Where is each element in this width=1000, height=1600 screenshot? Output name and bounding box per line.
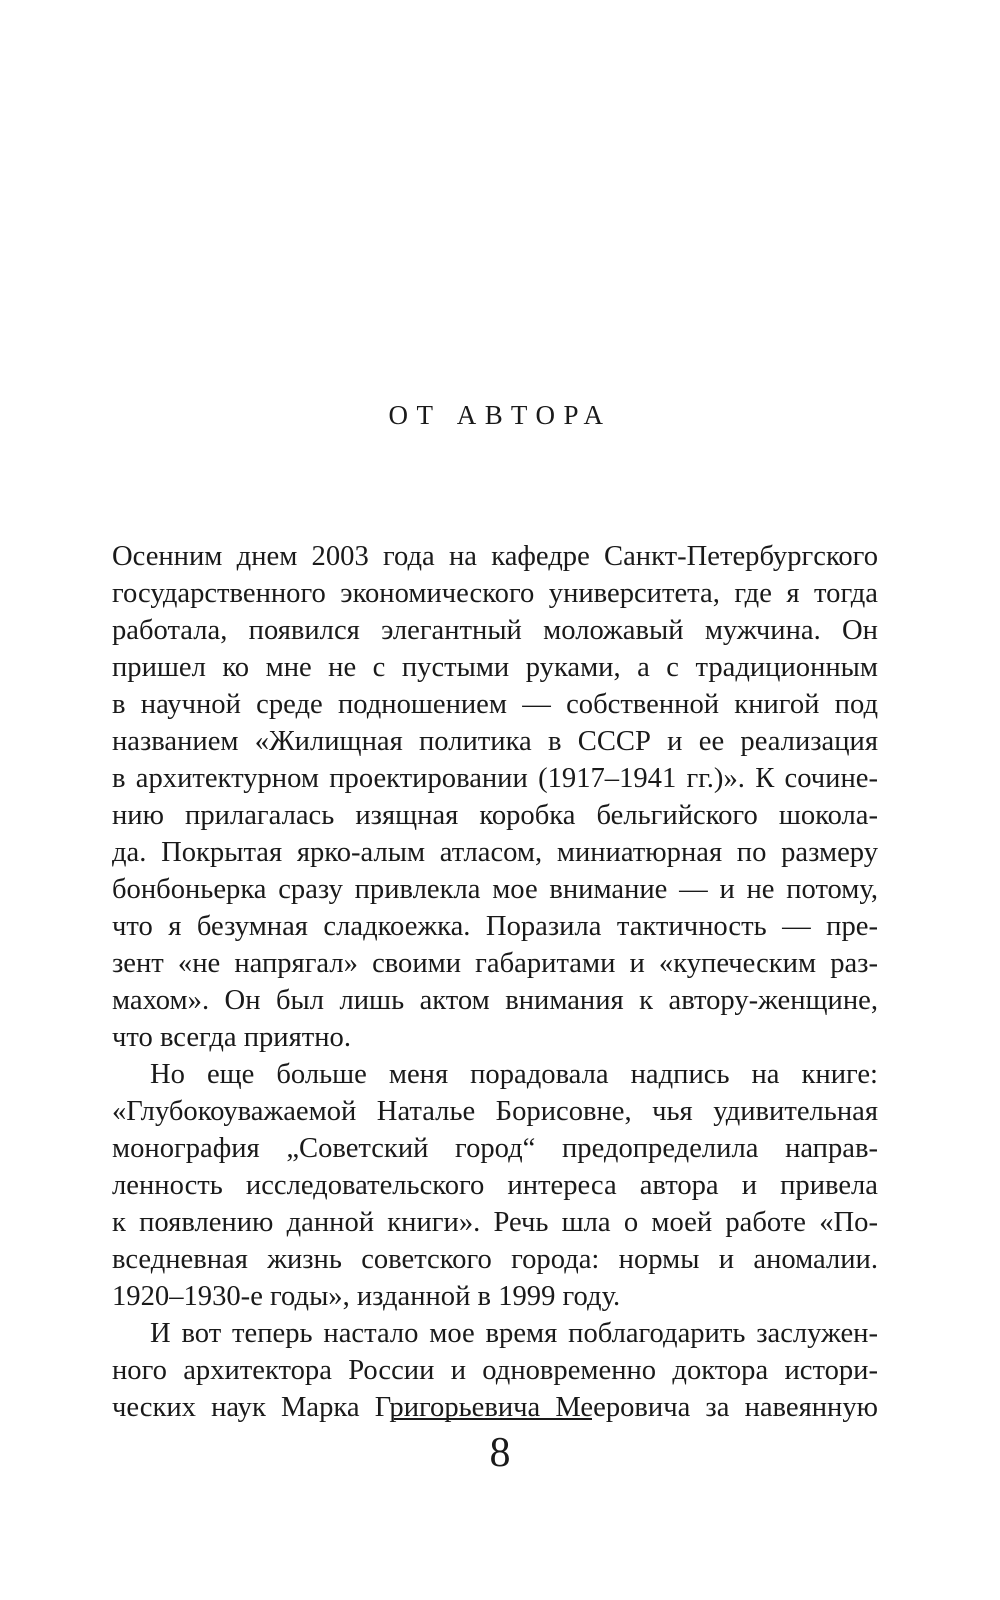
text-line: в научной среде подношением — собственной книгой под xyxy=(112,689,878,720)
text-line: ческих наук Марка Григорьевича Мееровича за навеянную xyxy=(112,1392,878,1423)
text-line: И вот теперь настало мое время поблагодарить заслужен- xyxy=(150,1318,878,1349)
text-line: ленность исследовательского интереса автора и привела xyxy=(112,1170,878,1201)
text-line: в архитектурном проектировании (1917–1941 гг.)». К сочине- xyxy=(112,763,878,794)
text-line: бонбоньерка сразу привлекла мое внимание — и не потому, xyxy=(112,874,878,905)
body-text xyxy=(112,538,878,1426)
text-line: да. Покрытая ярко-алым атласом, миниатюрная по размеру xyxy=(112,837,878,868)
text-line: монография „Советский город“ предопределила направ- xyxy=(112,1133,878,1164)
chapter-heading: ОТ АВТОРА xyxy=(388,400,612,430)
page-number: 8 xyxy=(489,1430,511,1476)
text-line: «Глубокоуважаемой Наталье Борисовне, чья удивительная xyxy=(112,1096,878,1127)
page-number-rule xyxy=(394,1418,592,1420)
text-line: Осенним днем 2003 года на кафедре Санкт-Петербургского xyxy=(112,541,878,572)
text-line: что всегда приятно. xyxy=(112,1022,351,1053)
text-line: ного архитектора России и одновременно доктора истори- xyxy=(112,1355,878,1386)
text-line: государственного экономического университета, где я тогда xyxy=(112,578,878,609)
text-line: нию прилагалась изящная коробка бельгийского шокола- xyxy=(112,800,878,831)
text-line: названием «Жилищная политика в СССР и ее реализация xyxy=(112,726,878,757)
text-line: вседневная жизнь советского города: нормы и аномалии. xyxy=(112,1244,878,1275)
text-line: 1920–1930-е годы», изданной в 1999 году. xyxy=(112,1281,621,1312)
text-line: к появлению данной книги». Речь шла о моей работе «По- xyxy=(112,1207,878,1238)
text-line: Но еще больше меня порадовала надпись на книге: xyxy=(150,1059,878,1090)
text-line: пришел ко мне не с пустыми руками, а с традиционным xyxy=(112,652,878,683)
text-line: что я безумная сладкоежка. Поразила тактичность — пре- xyxy=(112,911,878,942)
text-line: махом». Он был лишь актом внимания к автору-женщине, xyxy=(112,985,878,1016)
text-line: зент «не напрягал» своими габаритами и «купеческим раз- xyxy=(112,948,878,979)
text-line: работала, появился элегантный моложавый мужчина. Он xyxy=(112,615,878,646)
